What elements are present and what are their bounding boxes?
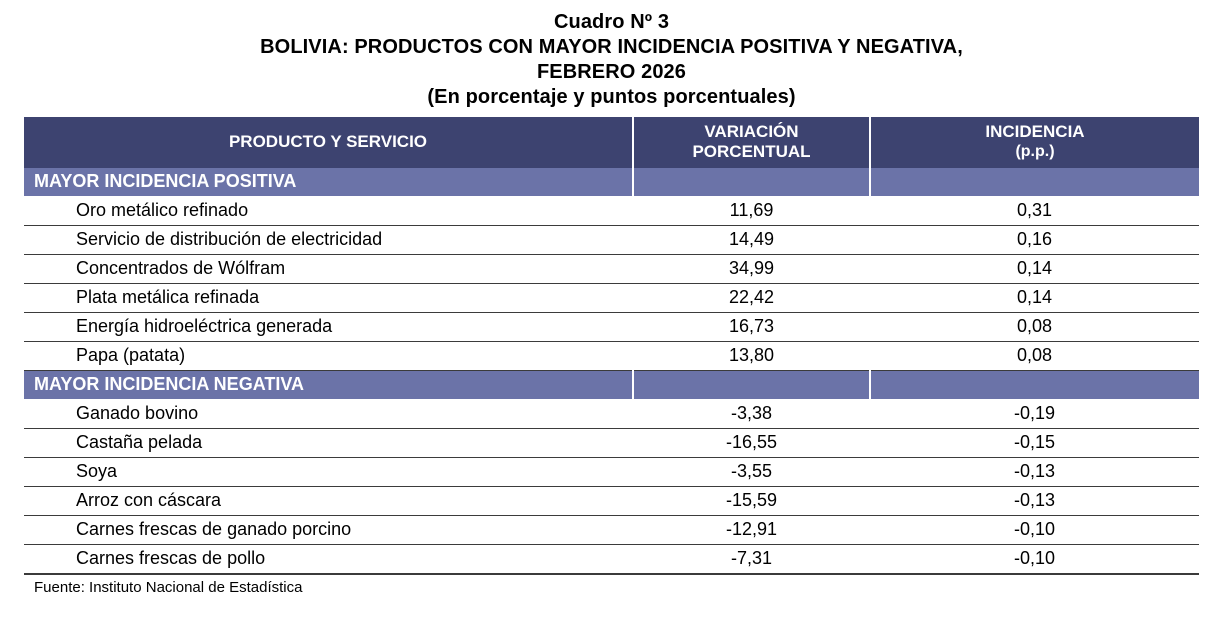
table-units-note: (En porcentaje y puntos porcentuales) [427,86,796,108]
row-product-name: Servicio de distribución de electricidad [24,226,633,255]
header-incidencia-line1: INCIDENCIA [985,122,1085,141]
section-blank-cell [870,371,1199,400]
row-variacion: -3,38 [633,400,870,429]
section-label: MAYOR INCIDENCIA POSITIVA [24,168,633,197]
row-variacion: -7,31 [633,545,870,575]
section-label: MAYOR INCIDENCIA NEGATIVA [24,371,633,400]
table-header [24,117,1199,168]
header-row [24,117,1199,168]
table-row [24,545,1199,575]
header-variacion-line2: PORCENTUAL [692,142,811,161]
row-incidencia: -0,13 [870,458,1199,487]
row-incidencia: -0,19 [870,400,1199,429]
row-incidencia: -0,10 [870,516,1199,545]
section-header-positiva [24,168,1199,197]
row-product-name: Plata metálica refinada [24,284,633,313]
row-incidencia: 0,31 [870,197,1199,226]
table-row [24,429,1199,458]
row-incidencia: 0,16 [870,226,1199,255]
header-incidencia-line2: (p.p.) [1015,143,1055,160]
table-container [24,117,1199,575]
header-variacion-porcentual [633,117,870,168]
row-variacion: -15,59 [633,487,870,516]
row-product-name: Soya [24,458,633,487]
row-product-name: Arroz con cáscara [24,487,633,516]
row-variacion: 22,42 [633,284,870,313]
table-row [24,516,1199,545]
row-incidencia: -0,10 [870,545,1199,575]
row-product-name: Concentrados de Wólfram [24,255,633,284]
row-variacion: 14,49 [633,226,870,255]
table-row [24,313,1199,342]
table-body [24,168,1199,574]
header-product-service: PRODUCTO Y SERVICIO [24,117,633,168]
table-row [24,342,1199,371]
section-blank-cell [870,168,1199,197]
row-incidencia: 0,14 [870,255,1199,284]
section-header-negativa [24,371,1199,400]
row-incidencia: -0,13 [870,487,1199,516]
table-row [24,226,1199,255]
table-row [24,255,1199,284]
header-incidencia [870,117,1199,168]
row-incidencia: 0,08 [870,342,1199,371]
row-variacion: 13,80 [633,342,870,371]
row-variacion: -3,55 [633,458,870,487]
row-incidencia: 0,08 [870,313,1199,342]
row-variacion: 34,99 [633,255,870,284]
row-product-name: Castaña pelada [24,429,633,458]
header-variacion-line1: VARIACIÓN [704,122,799,141]
row-variacion: 11,69 [633,197,870,226]
row-incidencia: 0,14 [870,284,1199,313]
section-blank-cell [633,371,870,400]
row-product-name: Carnes frescas de pollo [24,545,633,575]
section-blank-cell [633,168,870,197]
table-number: Cuadro Nº 3 [553,11,670,33]
row-incidencia: -0,15 [870,429,1199,458]
row-product-name: Energía hidroeléctrica generada [24,313,633,342]
table-title-period: FEBRERO 2026 [536,61,687,83]
table-title-main: BOLIVIA: PRODUCTOS CON MAYOR INCIDENCIA POSITIVA Y NEGATIVA, [260,36,963,58]
row-variacion: 16,73 [633,313,870,342]
table-row [24,458,1199,487]
row-variacion: -12,91 [633,516,870,545]
row-product-name: Oro metálico refinado [24,197,633,226]
incidence-table [24,117,1199,575]
title-block [0,0,1223,110]
table-row [24,487,1199,516]
row-product-name: Carnes frescas de ganado porcino [24,516,633,545]
row-variacion: -16,55 [633,429,870,458]
table-row [24,284,1199,313]
row-product-name: Papa (patata) [24,342,633,371]
table-row [24,400,1199,429]
source-note: Fuente: Instituto Nacional de Estadística [34,579,303,596]
row-product-name: Ganado bovino [24,400,633,429]
table-row [24,197,1199,226]
